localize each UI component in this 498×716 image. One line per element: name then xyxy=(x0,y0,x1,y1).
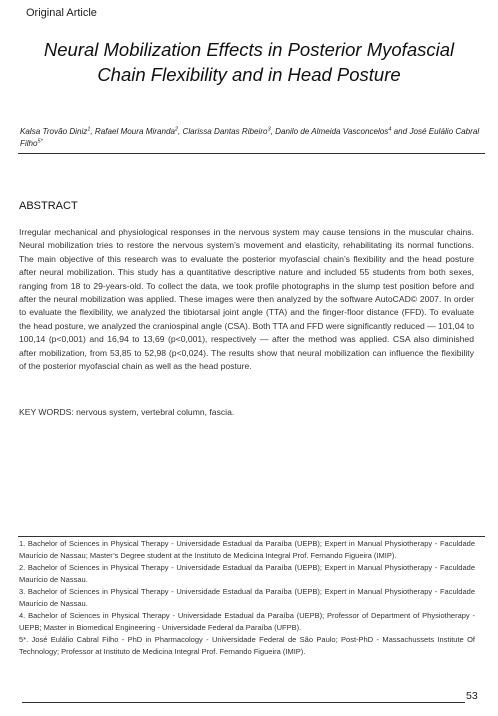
footnote: 2. Bachelor of Sciences in Physical Therapy - Universidade Estadual da Paraíba (UEPB); Expert in Manual Physiotherapy - Faculdade Maurício de Nassau. xyxy=(19,563,475,585)
footnote-divider xyxy=(18,536,485,537)
footnote: 3. Bachelor of Sciences in Physical Therapy - Universidade Estadual da Paraíba (UEPB); Expert in Manual Physiotherapy - Faculdade Maurício de Nassau. xyxy=(19,587,475,609)
keywords xyxy=(19,406,474,419)
author-affiliation-mark: 3 xyxy=(267,126,271,133)
author-name: Rafael Moura Miranda xyxy=(94,127,175,136)
abstract-heading: ABSTRACT xyxy=(19,200,78,212)
author-name: José Eulálio Cabral Filho xyxy=(20,127,480,148)
header-divider xyxy=(18,153,485,154)
affiliation-footnotes xyxy=(19,538,475,658)
title-line-2: Chain Flexibility and in Head Posture xyxy=(97,64,401,85)
article-title xyxy=(14,37,484,87)
abstract-text: Irregular mechanical and physiological responses in the nervous system may cause tensions in the muscular chains. Neural mobilization tries to restore the nervous system’s movement and elasticity, rehabilitating its normal functions. The main objective of this research was to evaluate the posterior myofascial chain’s flexibility and the head posture after neural mobilization. This study has a quantitative descriptive nature and included 55 students from both sexes, ranging from 18 to 29-years-old. To collect the data, we took profile photographs in the slump test position before and after the neural mobilization was applied. These images were then analyzed by the software AutoCAD© 2007. In order to evaluate the flexibility, we analyzed the tibiotarsal joint angle (TTA) and the finger-floor distance (FFD). To evaluate the head posture, we analyzed the craniospinal angle (CSA). Both TTA and FFD were significantly reduced — 101,04 to 100,14 (p<0,001) and 16,94 to 13,69 (p<0,001), respectively — after the method was applied. CSA also diminished after mobilization, from 53,85 to 52,98 (p<0,024). The results show that neural mobilization can influence the flexibility of the posterior myofascial chain as well as the head posture. xyxy=(19,227,474,372)
author-affiliation-mark: 4 xyxy=(388,126,392,133)
author-list xyxy=(20,126,484,150)
footnote: 1. Bachelor of Sciences in Physical Therapy - Universidade Estadual da Paraíba (UEPB); Expert in Manual Physiotherapy - Faculdade Maurício de Nassau; Master’s Degree student at the Instituto de Medicina Integral Prof. Fernando Figueira (IMIP). xyxy=(19,539,475,561)
article-type-label: Original Article xyxy=(26,7,97,19)
author-separator: , xyxy=(270,127,276,136)
author-affiliation-mark: 1 xyxy=(87,126,91,133)
page-footer-rule xyxy=(22,702,465,703)
author-affiliation-mark: 5* xyxy=(37,138,43,145)
keywords-list: nervous system, vertebral column, fascia. xyxy=(76,407,235,417)
author-affiliation-mark: 2 xyxy=(174,126,179,133)
keywords-label: KEY WORDS: xyxy=(19,407,74,417)
title-line-1: Neural Mobilization Effects in Posterior Myofascial xyxy=(43,39,455,60)
author-separator: and xyxy=(391,127,410,136)
page-number: 53 xyxy=(466,690,478,702)
author-separator: , xyxy=(178,127,183,136)
footnote: 4. Bachelor of Sciences in Physical Therapy - Universidade Estadual da Paraíba (UEPB); Professor of Department of Physiotherapy - UEPB; Master in Biomedical Engineering - Universidade Federal da Paraíba (UFPB). xyxy=(19,611,475,633)
author-name: Clarissa Dantas Ribeiro xyxy=(182,127,268,136)
author-name: Kalsa Trovão Diniz xyxy=(20,127,88,136)
author-name: Danilo de Almeida Vasconcelos xyxy=(275,127,389,136)
author-separator: , xyxy=(90,127,95,136)
footnote: 5*. José Eulálio Cabral Filho - PhD in Pharmacology - Universidade Federal de São Paulo; Post-PhD - Massachussets Institute Of Technology; Professor at Instituto de Medicina Integral Prof. Fernando Figueira (IMIP). xyxy=(19,635,475,657)
